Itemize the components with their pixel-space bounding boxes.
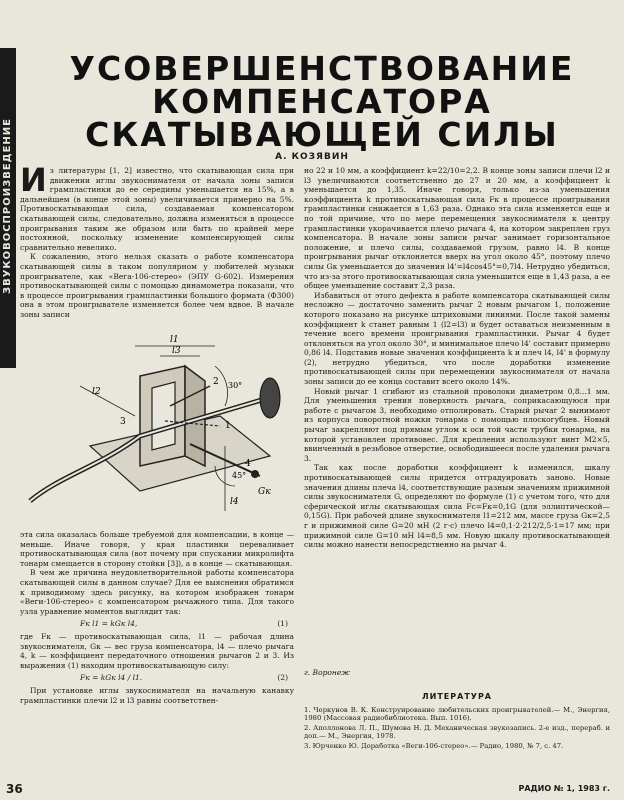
city-signature: г. Воронеж [304,668,350,677]
drop-cap: И [20,161,47,199]
label-3: 3 [120,417,126,427]
paragraph: К сожалению, этого нельзя сказать о работе компенсатора скатывающей силы в таком популярном у любителей музыки проигрывателе, как «Вега-106-стерео» (ЭПУ G-602). Измерения противоскатывающей силы с помощью динамометра показали, что в процессе проигрывания грампластинки большого формата (Ф300) она в этом проигрывателе изменяется более чем вдвое. В начале зоны записи [20,252,294,319]
footer-issue: РАДИО № 1, 1983 г. [518,784,610,793]
label-2: 2 [213,377,219,387]
formula-text: Fк = kGк l4 / l1. [80,673,143,683]
paragraph: При установке иглы звукоснимателя на начальную канавку грампластинки плечи l2 и l3 равны соответствен- [20,685,294,705]
paragraph: Новый рычаг 1 сгибают из стальной проволоки диаметром 0,8...1 мм. Для уменьшения трения поверхность рычага, соприкасающуюся при работе с рычагом 3, необходимо отполировать. Старый рычаг 2 вынимают из корпуса поворотной ножки тонарма с помощью плоскогубцев. Новый рычаг закрепляют под прямым углом к оси той части трубки тонарма, на которой установлен противовес. Для крепления используют винт M2×5, ввинченный в резьбовое отверстие, освободившееся после удаления рычага 3. [304,386,610,463]
literature-heading: ЛИТЕРАТУРА [422,692,492,701]
paragraph: где Fк — противоскатывающая сила, l1 — рабочая длина звукоснимателя, Gк — вес груза компенсатора, l4 — плечо рычага 4, k — коэффициент передаточного отношения рычагов 2 и 3. Из выражения (1) находим противоскатывающую силу: [20,631,294,670]
title-line: УСОВЕРШЕНСТВОВАНИЕ [69,49,575,88]
column-right [304,166,610,550]
label-1: 1 [225,421,231,431]
label-4: 4 [245,459,251,469]
formula-number: (1) [277,619,288,629]
paragraph: Избавиться от этого дефекта в работе компенсатора скатывающей силы несложно — достаточно заменить рычаг 2 новым рычагом 1, положение которого показано на рисунке штриховыми линиями. После такой замены коэффициент k станет равным 1 (l2=l3) и будет оставаться неизменным в течение всего времени проигрывания грампластинки. Рычаг 4 будет отклоняться на угол около 30°, и минимальное плечо l4' составит примерно 0,86 l4. Подставив новые значения коэффициента k и плеч l4, l4' в формулу (2), нетрудно убедиться, что после доработки изменение противоскатывающей силы при перемещении звукоснимателя от начала зоны записи до ее конца составит всего около 14%. [304,290,610,387]
paragraph: В чем же причина неудовлетворительной работы компенсатора скатывающей силы в данном случае? Для ее выяснения обратимся к приводимому здесь рисунку, на котором изображен тонарм «Веги-106-стерео» с компенсатором рычажного типа. Для такого узла уравнение моментов выглядит так: [20,568,294,616]
paragraph: но 22 и 10 мм, а коэффициент k=22/10=2,2. В конце зоны записи плечи l2 и l3 увеличиваются соответственно до 27 и 20 мм, а коэффициент k уменьшается до 1,35. Иначе говоря, только из-за уменьшения коэффициента k противоскатывающая сила Fк в процессе проигрывания грампластинки снижается в 1,63 раза. Однако эта сила изменяется еще и по той причине, что по мере перемещения звукоснимателя к центру грампластинки укорачивается плечо рычага 4, на котором закреплен груз компенсатора. В начале зоны записи рычаг занимает горизонтальное положение, и плечо силы, создаваемой грузом, равно l4. В конце проигрывания рычаг отклоняется вверх на угол около 45°, поэтому плечо силы Gк уменьшается до значения l4'=l4cos45°=0,7l4. Нетрудно убедиться, что из-за этого противоскатывающая сила уменьшится еще в 1,43 раза, а ее общее уменьшение составит 2,3 раза. [304,166,611,291]
author: А. КОЗЯВИН [275,152,349,162]
column-left-bottom [20,530,294,705]
article-title [24,49,620,154]
formula-number: (2) [277,673,288,683]
paragraph: Так как после доработки коэффициент k изменился, шкалу противоскатывающей силы придется отградуировать заново. Новые значения длины плеча l4, соответствующие разным значениям прижимной силы звукоснимателя G, определяют по формуле (1) с учетом того, что для сферической иглы скатывающая сила Fс=Fк=0,1G (для эллиптической—0,15G). При рабочей длине звукоснимателя l1=212 мм, массе груза Gк=2,5 г и прижимной силе G=20 мН (2 г·с) плечо l4=0,1·2·212/2,5·1=17 мм; при прижимной силе G=10 мН l4=8,5 мм. Новую шкалу противоскатывающей силы можно нанести непосредственно на рычаг 4. [304,463,610,550]
title-line: КОМПЕНСАТОРА [152,82,492,121]
reference-item: 1. Черкунов В. К. Конструирование любительских проигрывателей.— М., Энергия, 1980 (Массовая радиобиблиотека. Вып. 1016). [304,706,610,723]
tonearm-diagram [20,326,298,526]
label-l3: l3 [172,346,181,356]
label-30deg: 30° [228,381,243,390]
section-tab [0,48,16,368]
compensator-weight [251,470,259,478]
formula-1 [20,619,294,629]
reference-item: 2. Аполлонова Л. П., Шумова Н. Д. Механическая звукозапись. 2-е изд., перераб. и доп.— М., Энергия, 1978. [304,723,610,741]
page-number: 36 [6,782,23,796]
label-45deg: 45° [232,471,247,480]
label-l2: l2 [92,387,101,397]
formula-2 [20,673,294,683]
reference-list [304,706,610,751]
label-gk: Gк [258,487,271,497]
label-l4: l4 [230,497,239,507]
counterweight [260,378,280,418]
paragraph [20,161,294,252]
column-left-top [20,161,294,320]
label-l1: l1 [170,335,179,345]
paragraph-text: з литературы [1, 2] известно, что скатывающая сила при движении иглы звукоснимателя от начала зоны записи грампластинки до ее середины уменьшается на 15%, а в дальнейшем (в конце этой зоны) увеличивается примерно на 5%. Противоскатывающая сила, создаваемая компенсатором скатывающей силы, следовательно, должна изменяться в процессе проигрывания таким же образом или быть по крайней мере постоянной, поскольку изменение компенсирующей силы сравнительно невелико. [20,166,294,252]
formula-text: Fк l1 = kGк l4, [80,619,138,629]
paragraph: эта сила оказалась больше требуемой для компенсации, в конце — меньше. Иначе говоря, у края пластинки переваливает противоскатывающая сила (вот почему при спускании микролифта тонарм смещается в сторону стойки [3]), а в конце — скатывающая. [20,530,294,568]
reference-item: 3. Юрченко Ю. Доработка «Веги-106-стерео».— Радио, 1980, № 7, с. 47. [304,741,564,750]
title-line: СКАТЫВАЮЩЕЙ СИЛЫ [85,115,559,154]
section-label: ЗВУКОВОСПРОИЗВЕДЕНИЕ [2,118,13,295]
